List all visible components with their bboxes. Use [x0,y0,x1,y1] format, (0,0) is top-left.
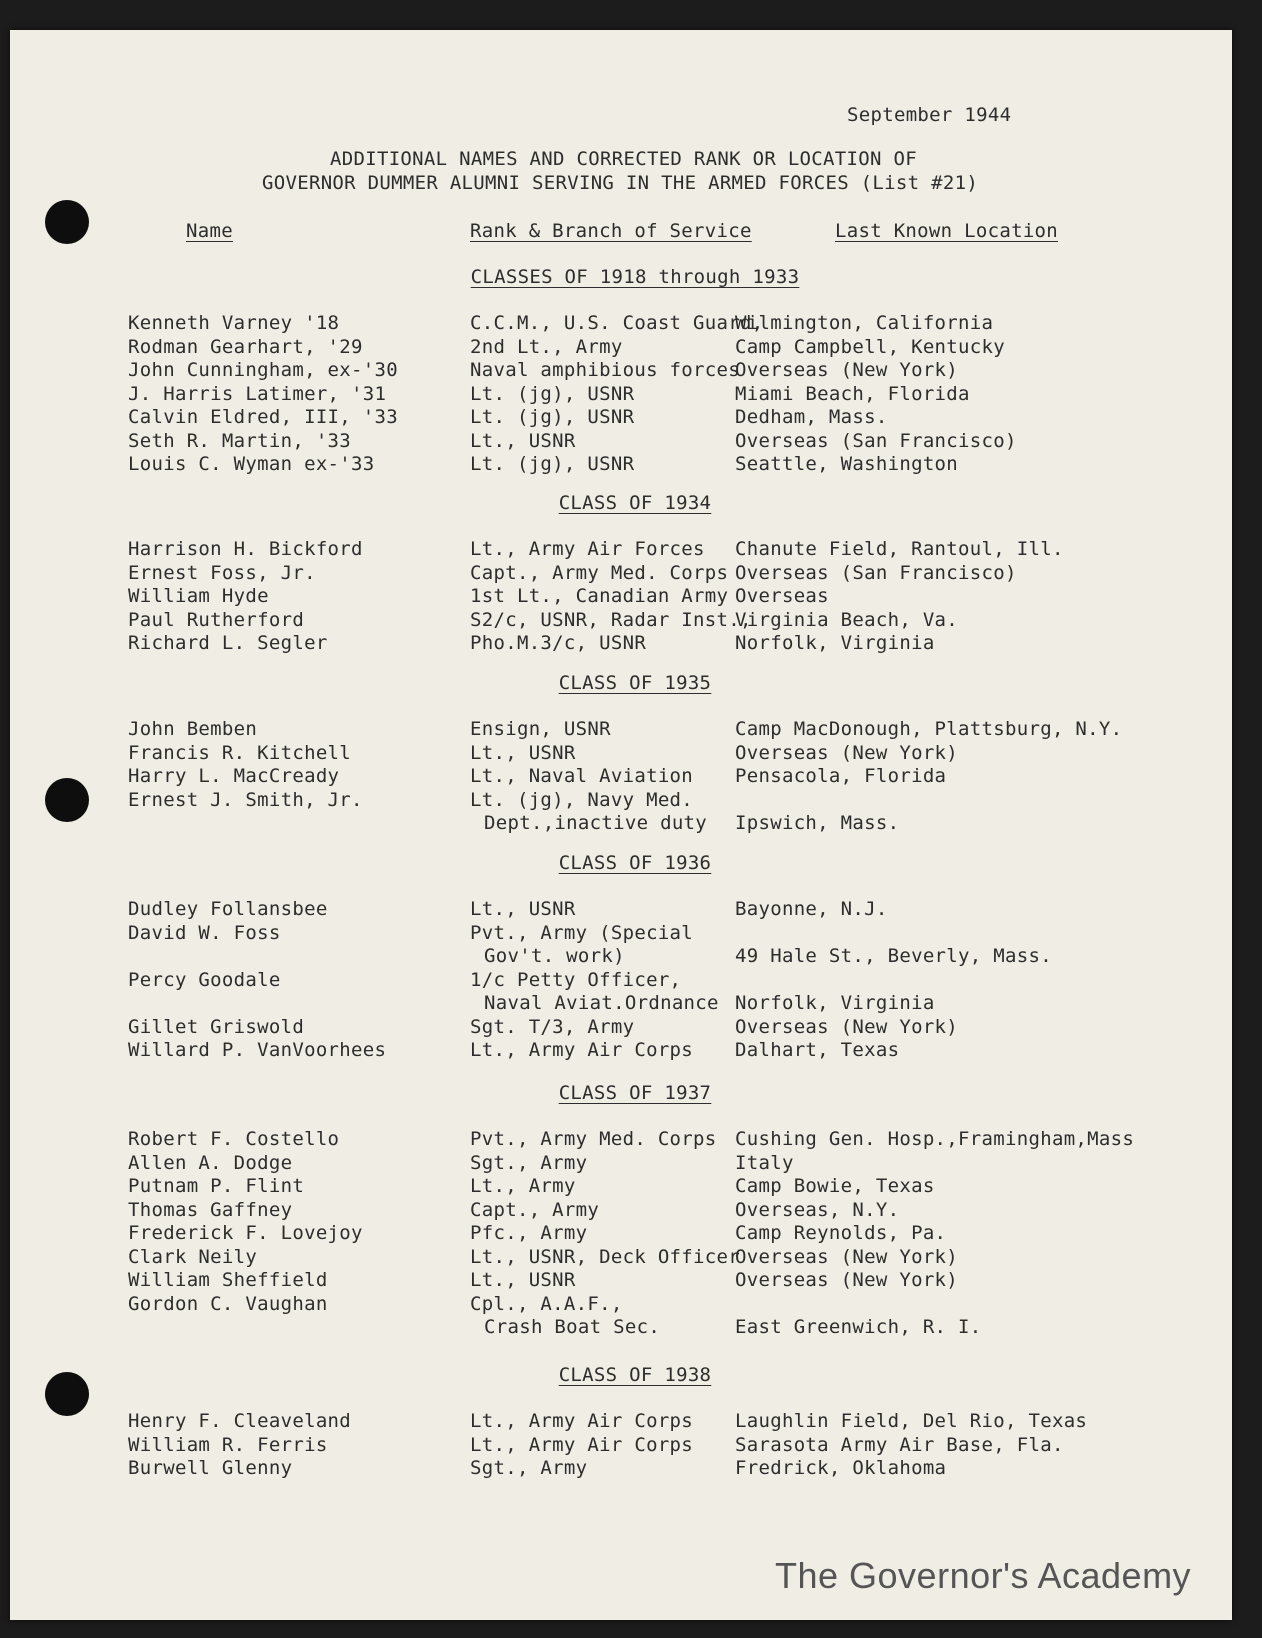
alumni-name: William Hyde [128,585,269,607]
alumni-name: Clark Neily [128,1245,258,1268]
alumni-rank: Lt., USNR [470,429,576,452]
class-heading: CLASS OF 1936 [558,852,712,874]
column-header-rank: Rank & Branch of Service [470,220,752,242]
alumni-name: Allen A. Dodge [128,1151,293,1174]
alumni-rank: Lt., USNR, Deck Officer [470,1245,740,1268]
alumni-location: Cushing Gen. Hosp.,Framingham,Mass [735,1128,1135,1150]
alumni-rank: Pho.M.3/c, USNR [470,632,647,654]
alumni-rank: Pfc., Army [470,1222,588,1244]
alumni-rank: Sgt., Army [470,1151,588,1174]
alumni-name: Putnam P. Flint [128,1175,305,1197]
alumni-name: David W. Foss [128,921,281,944]
alumni-name: Richard L. Segler [128,632,328,654]
alumni-name: William Sheffield [128,1269,328,1291]
alumni-location: Dedham, Mass. [735,406,888,428]
alumni-rank: Cpl., A.A.F., [470,1292,623,1315]
alumni-rank: Ensign, USNR [470,718,611,740]
alumni-rank: Pvt., Army Med. Corps [470,1128,717,1150]
alumni-name: Louis C. Wyman ex-'33 [128,453,375,475]
alumni-rank: Lt. (jg), Navy Med. [470,788,694,811]
alumni-name: Henry F. Cleaveland [128,1410,352,1432]
alumni-rank-continued: Gov't. work) [484,945,625,967]
alumni-rank: Lt., USNR [470,1269,576,1291]
alumni-location: Overseas (New York) [735,1015,959,1038]
alumni-rank-continued: Crash Boat Sec. [484,1316,661,1338]
alumni-rank: Lt., Army Air Forces [470,538,705,560]
alumni-rank: Capt., Army [470,1198,600,1221]
alumni-location: Overseas (San Francisco) [735,561,1017,584]
alumni-location: Pensacola, Florida [735,765,947,787]
alumni-name: Rodman Gearhart, '29 [128,335,363,358]
alumni-name: John Cunningham, ex-'30 [128,359,398,381]
alumni-location: Camp Reynolds, Pa. [735,1222,947,1244]
alumni-location: Overseas [735,585,829,607]
alumni-location: Overseas, N.Y. [735,1198,900,1221]
watermark: The Governor's Academy [775,1555,1192,1596]
alumni-name: Harry L. MacCready [128,765,340,787]
alumni-location: Overseas (New York) [735,741,959,764]
column-header-location: Last Known Location [835,220,1059,242]
alumni-location: Seattle, Washington [735,453,959,475]
alumni-name: Gordon C. Vaughan [128,1292,328,1315]
alumni-rank: Capt., Army Med. Corps [470,561,729,584]
alumni-name: Kenneth Varney '18 [128,312,340,334]
alumni-location: Ipswich, Mass. [735,812,900,834]
alumni-location: East Greenwich, R. I. [735,1316,982,1338]
class-heading: CLASSES OF 1918 through 1933 [470,266,800,288]
alumni-location: Overseas (New York) [735,1245,959,1268]
alumni-name: J. Harris Latimer, '31 [128,382,387,405]
alumni-location: Virginia Beach, Va. [735,608,959,631]
class-heading: CLASS OF 1934 [558,492,712,514]
alumni-rank: Lt., Naval Aviation [470,765,694,787]
alumni-name: Calvin Eldred, III, '33 [128,406,398,428]
alumni-rank: 1st Lt., Canadian Army [470,585,729,607]
alumni-name: Ernest Foss, Jr. [128,561,316,584]
alumni-rank: C.C.M., U.S. Coast Guard, [470,312,764,334]
alumni-rank: Lt., USNR [470,898,576,920]
alumni-location: Overseas (San Francisco) [735,429,1017,452]
alumni-location: Chanute Field, Rantoul, Ill. [735,538,1064,560]
column-header-name: Name [186,220,233,242]
punch-hole [45,778,89,822]
alumni-name: Percy Goodale [128,968,281,991]
alumni-rank: Lt., Army Air Corps [470,1433,694,1456]
alumni-location: Camp MacDonough, Plattsburg, N.Y. [735,718,1123,740]
alumni-rank: Lt. (jg), USNR [470,406,635,428]
alumni-location: Norfolk, Virginia [735,992,935,1014]
alumni-location: Laughlin Field, Del Rio, Texas [735,1410,1088,1432]
alumni-location: Sarasota Army Air Base, Fla. [735,1433,1064,1456]
alumni-rank: S2/c, USNR, Radar Inst., [470,608,752,631]
title-line-1: ADDITIONAL NAMES AND CORRECTED RANK OR LOCATION OF [330,148,917,170]
alumni-location: Dalhart, Texas [735,1039,900,1061]
alumni-location: 49 Hale St., Beverly, Mass. [735,945,1052,967]
class-heading: CLASS OF 1938 [558,1364,712,1386]
alumni-rank: 1/c Petty Officer, [470,968,682,991]
alumni-name: Harrison H. Bickford [128,538,363,560]
alumni-rank: Lt., Army Air Corps [470,1039,694,1061]
alumni-rank-continued: Naval Aviat.Ordnance [484,992,719,1014]
alumni-rank: Lt., Army Air Corps [470,1410,694,1432]
alumni-rank: Lt., Army [470,1175,576,1197]
alumni-location: Norfolk, Virginia [735,632,935,654]
alumni-name: Francis R. Kitchell [128,741,352,764]
alumni-rank: 2nd Lt., Army [470,335,623,358]
alumni-name: Ernest J. Smith, Jr. [128,788,363,811]
alumni-name: Burwell Glenny [128,1457,293,1479]
alumni-rank: Pvt., Army (Special [470,921,694,944]
punch-hole [45,200,89,244]
alumni-name: Thomas Gaffney [128,1198,293,1221]
alumni-name: Paul Rutherford [128,608,305,631]
alumni-location: Overseas (New York) [735,1269,959,1291]
alumni-rank-continued: Dept.,inactive duty [484,812,708,834]
alumni-location: Bayonne, N.J. [735,898,888,920]
alumni-location: Camp Campbell, Kentucky [735,335,1005,358]
alumni-name: Seth R. Martin, '33 [128,429,352,452]
alumni-rank: Sgt. T/3, Army [470,1015,635,1038]
alumni-name: Robert F. Costello [128,1128,340,1150]
title-line-2: GOVERNOR DUMMER ALUMNI SERVING IN THE ARMED FORCES (List #21) [262,172,979,194]
alumni-location: Fredrick, Oklahoma [735,1457,947,1479]
alumni-location: Miami Beach, Florida [735,382,970,405]
alumni-rank: Lt. (jg), USNR [470,453,635,475]
class-heading: CLASS OF 1935 [558,672,712,694]
alumni-location: Overseas (New York) [735,359,959,381]
alumni-rank: Lt., USNR [470,741,576,764]
alumni-location: Camp Bowie, Texas [735,1175,935,1197]
alumni-location: Italy [735,1151,794,1174]
alumni-location: Wilmington, California [735,312,994,334]
alumni-name: Frederick F. Lovejoy [128,1222,363,1244]
alumni-rank: Sgt., Army [470,1457,588,1479]
alumni-name: William R. Ferris [128,1433,328,1456]
document-page [10,30,1232,1620]
alumni-name: Gillet Griswold [128,1015,305,1038]
alumni-name: Willard P. VanVoorhees [128,1039,387,1061]
class-heading: CLASS OF 1937 [558,1082,712,1104]
alumni-rank: Naval amphibious forces [470,359,740,381]
alumni-rank: Lt. (jg), USNR [470,382,635,405]
document-date: September 1944 [847,104,1012,126]
alumni-name: Dudley Follansbee [128,898,328,920]
alumni-name: John Bemben [128,718,258,740]
